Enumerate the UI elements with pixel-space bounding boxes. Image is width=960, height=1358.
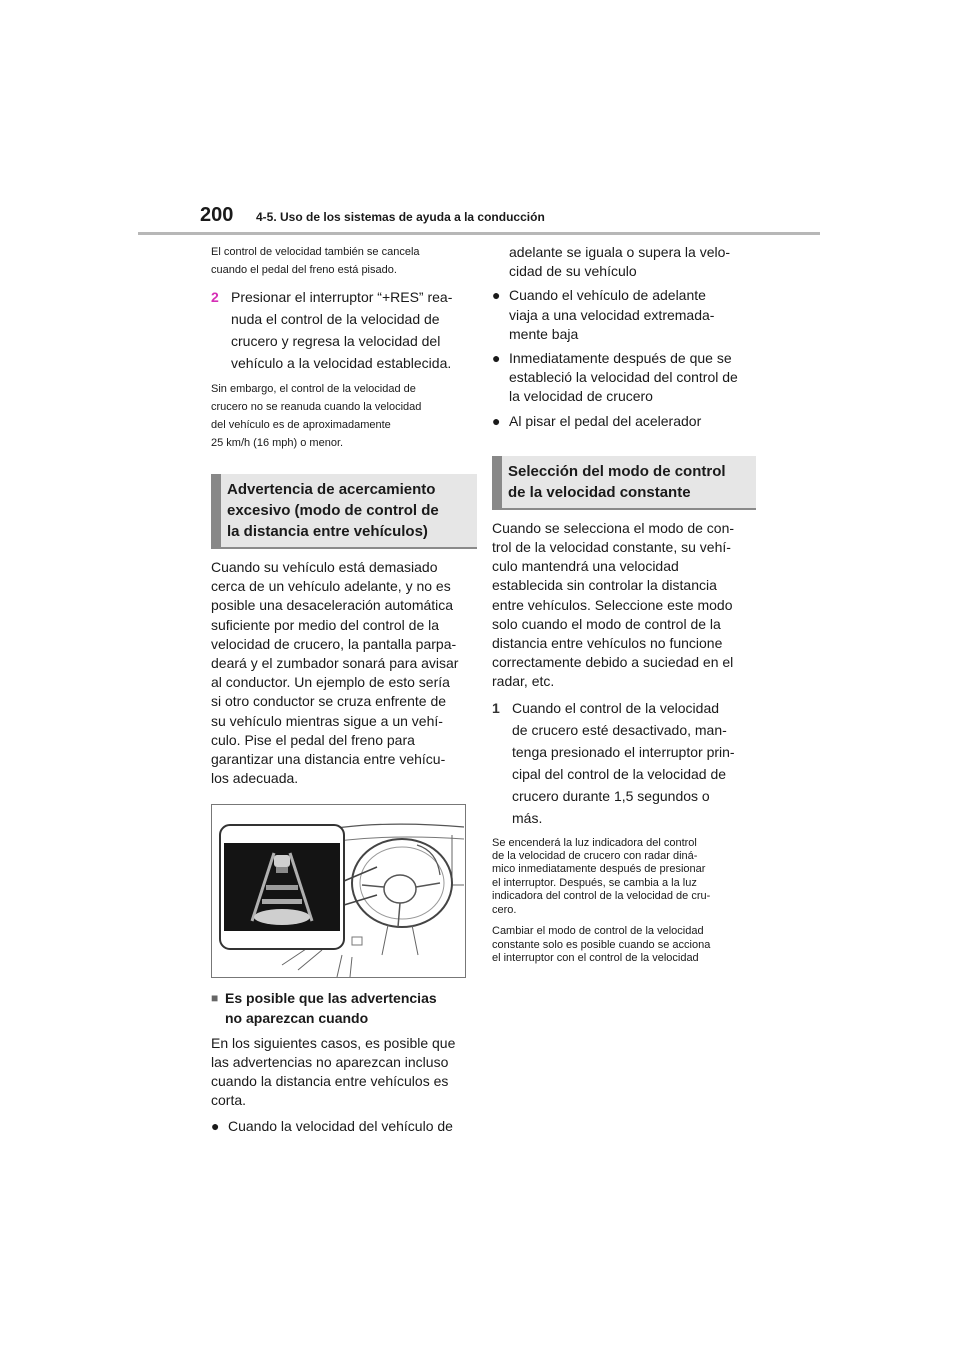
subsection-body	[211, 1034, 471, 1111]
text-line: Presionar el interruptor “+RES” rea-	[231, 289, 453, 305]
page-number: 200	[200, 204, 234, 226]
text-line: los adecuada.	[211, 770, 299, 787]
text-line: constante solo es posible cuando se acciona	[492, 938, 711, 951]
text-line: su vehículo mientras sigue a un vehí-	[211, 712, 443, 729]
warning-heading	[211, 474, 477, 549]
text-line: garantizar una distancia entre vehícu-	[211, 751, 446, 768]
text-line: crucero durante 1,5 segundos o	[512, 787, 710, 804]
heading-line: la distancia entre vehículos)	[227, 523, 428, 540]
text-line: Se encenderá la luz indicadora del control	[492, 836, 697, 849]
text-line: Inmediatamente después de que se	[509, 350, 732, 367]
text-line: culo. Pise el pedal del freno para	[211, 731, 415, 748]
text-line: Cuando el control de la velocidad	[512, 699, 720, 716]
list-item	[492, 349, 754, 407]
heading-line: excesivo (modo de control de	[227, 502, 439, 519]
step-1	[492, 697, 754, 829]
text-line: crucero y regresa la velocidad del	[231, 333, 441, 349]
header-divider	[138, 232, 820, 235]
text-line: cerca de un vehículo adelante, y no es	[211, 578, 451, 595]
heading-line: de la velocidad constante	[508, 483, 691, 501]
text-line: Cuando se selecciona el modo de con-	[492, 519, 735, 536]
text-line: cuando la distancia entre vehículos es	[211, 1073, 449, 1090]
text-line: más.	[512, 809, 543, 826]
text-line: cipal del control de la velocidad de	[512, 765, 727, 782]
text-line: si otro conductor se cruza enfrente de	[211, 693, 447, 710]
text-line: cero.	[492, 903, 517, 916]
bullet-icon: ●	[492, 412, 501, 429]
text-line: Sin embargo, el control de la velocidad de	[211, 383, 416, 395]
section-title: 4-5. Uso de los sistemas de ayuda a la conducción	[256, 210, 545, 224]
bullet-icon: ●	[492, 350, 501, 367]
text-line: En los siguientes casos, es posible que	[211, 1034, 456, 1051]
left-column	[211, 243, 471, 1136]
step-2	[211, 286, 471, 374]
text-line: vehículo a la velocidad establecida.	[231, 355, 452, 371]
text-line: tenga presionado el interruptor prin-	[512, 743, 735, 760]
text-line: Cuando su vehículo está demasiado	[211, 559, 438, 575]
step-number: 1	[492, 699, 500, 716]
dashboard-drawing	[212, 805, 465, 977]
heading-line: Es posible que las advertencias	[225, 990, 437, 1007]
text-line: cuando el pedal del freno está pisado.	[211, 264, 397, 276]
text-line: nuda el control de la velocidad de	[231, 311, 440, 327]
text-line: Cuando la velocidad del vehículo de	[228, 1117, 453, 1134]
text-line: adelante se iguala o supera la velo-	[509, 244, 731, 260]
list-item	[492, 412, 754, 431]
square-bullet-icon: ■	[211, 991, 219, 1006]
indicator-note	[492, 837, 754, 917]
list-item	[492, 286, 754, 344]
text-line: radar, etc.	[492, 673, 555, 690]
text-line: la velocidad de crucero	[509, 388, 653, 405]
text-line: 25 km/h (16 mph) o menor.	[211, 437, 344, 449]
text-line: estableció la velocidad del control de	[509, 369, 738, 386]
heading-line: Advertencia de acercamiento	[227, 481, 436, 498]
dashboard-illustration	[211, 804, 466, 978]
text-line: del vehículo es de aproximadamente	[211, 419, 391, 431]
heading-line: Selección del modo de control	[508, 462, 726, 480]
text-line: deará y el zumbador sonará para avisar	[211, 655, 459, 672]
mode-change-note	[492, 925, 754, 965]
text-line: mico inmediatamente después de presionar	[492, 863, 706, 876]
text-line: indicadora del control de la velocidad de cru-	[492, 890, 711, 903]
text-line: solo cuando el modo de control de la	[492, 615, 721, 632]
text-line: correctamente debido a suciedad en el	[492, 654, 734, 671]
text-line: el interruptor con el control de la velocidad	[492, 951, 699, 964]
text-line: trol de la velocidad constante, su vehí-	[492, 539, 731, 556]
heading-line: no aparezcan cuando	[225, 1009, 369, 1026]
text-line: velocidad de crucero, la pantalla parpa-	[211, 635, 457, 652]
text-line: entre vehículos. Seleccione este modo	[492, 596, 733, 613]
text-line: Al pisar el pedal del acelerador	[509, 412, 702, 429]
step-number: 2	[211, 289, 219, 305]
mode-body	[492, 519, 754, 692]
text-line: Cambiar el modo de control de la velocidad	[492, 925, 704, 938]
text-line: al conductor. Un ejemplo de esto sería	[211, 674, 450, 691]
text-line: suficiente por medio del control de la	[211, 616, 440, 633]
text-line: de la velocidad de crucero con radar diná-	[492, 850, 698, 863]
resume-note	[211, 380, 471, 452]
text-line: culo mantendrá una velocidad	[492, 558, 679, 575]
text-line: distancia entre vehículos no funcione	[492, 635, 723, 652]
text-line: de crucero esté desactivado, man-	[512, 721, 727, 738]
mode-heading	[492, 456, 756, 510]
list-item-continuation	[492, 243, 754, 281]
cancel-note	[211, 243, 471, 279]
text-line: mente baja	[509, 325, 579, 342]
text-line: corta.	[211, 1092, 247, 1109]
right-column	[492, 243, 754, 965]
text-line: Cuando el vehículo de adelante	[509, 287, 706, 304]
subsection-heading	[211, 989, 471, 1027]
text-line: el interruptor. Después, se cambia a la luz	[492, 876, 697, 889]
bullet-icon: ●	[492, 287, 501, 304]
text-line: El control de velocidad también se cancela	[211, 246, 420, 258]
warning-body	[211, 558, 471, 788]
text-line: establecida sin controlar la distancia	[492, 577, 717, 594]
list-item	[211, 1117, 471, 1136]
bullet-icon: ●	[211, 1117, 220, 1134]
text-line: viaja a una velocidad extremada-	[509, 306, 715, 323]
text-line: posible una desaceleración automática	[211, 597, 454, 614]
text-line: crucero no se reanuda cuando la velocidad	[211, 401, 422, 413]
text-line: las advertencias no aparezcan incluso	[211, 1054, 449, 1071]
text-line: cidad de su vehículo	[509, 263, 637, 280]
